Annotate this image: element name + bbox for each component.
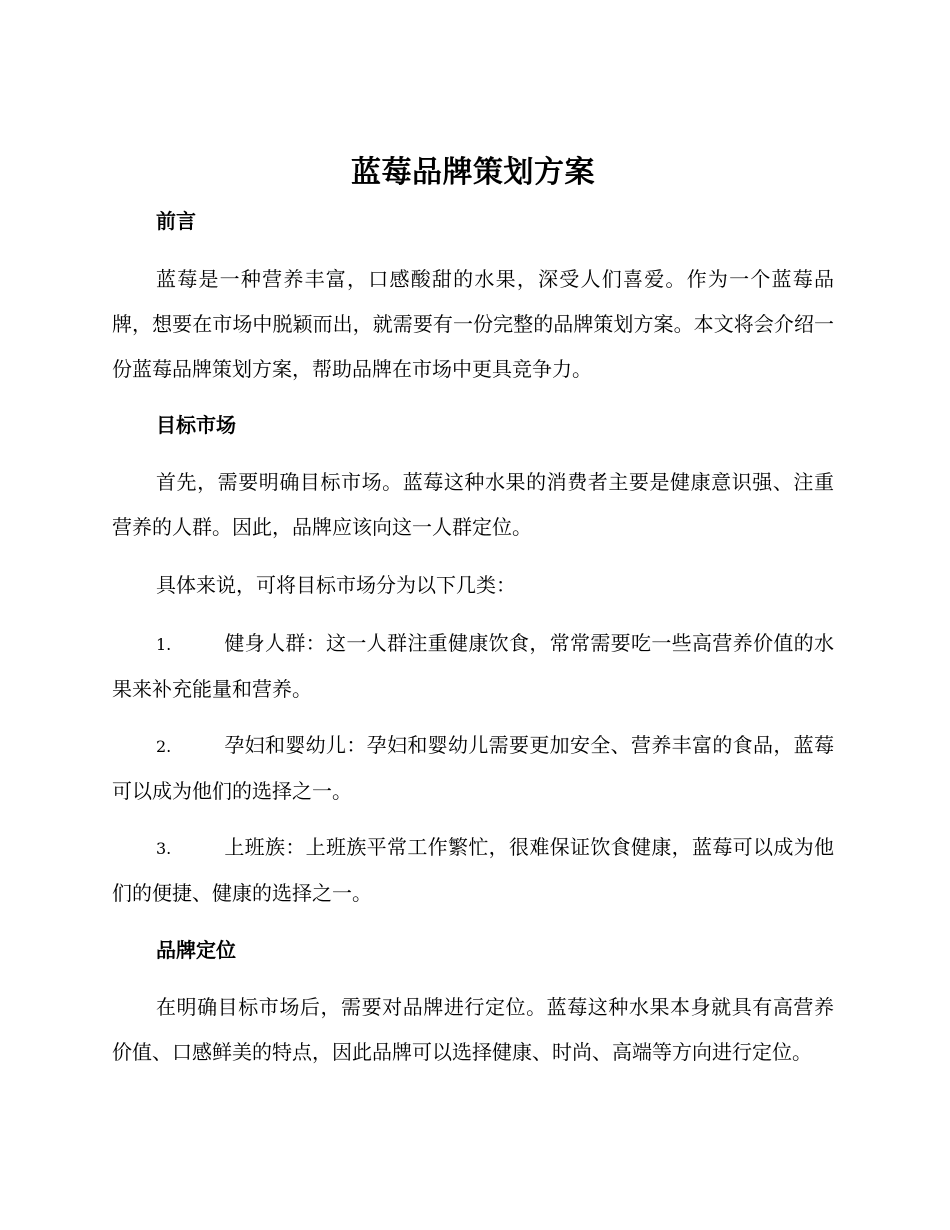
list-item-text: 上班族：上班族平常工作繁忙，很难保证饮食健康，蓝莓可以成为他们的便捷、健康的选择之一。	[112, 835, 834, 905]
section-heading-target-market: 目标市场	[156, 413, 236, 437]
list-item-number: 1.	[156, 635, 172, 654]
list-item	[112, 723, 834, 814]
list-item-text: 健身人群：这一人群注重健康饮食，常常需要吃一些高营养价值的水果来补充能量和营养。	[112, 631, 834, 701]
section-heading-preface: 前言	[156, 209, 196, 233]
document-title: 蓝莓品牌策划方案	[351, 155, 595, 190]
list-item-text: 孕妇和婴幼儿：孕妇和婴幼儿需要更加安全、营养丰富的食品，蓝莓可以成为他们的选择之一。	[112, 733, 834, 803]
list-item-number: 3.	[156, 839, 172, 858]
list-item	[112, 825, 834, 916]
preface-paragraph: 蓝莓是一种营养丰富，口感酸甜的水果，深受人们喜爱。作为一个蓝莓品牌，想要在市场中脱颖而出，就需要有一份完整的品牌策划方案。本文将会介绍一份蓝莓品牌策划方案，帮助品牌在市场中更具竞争力。	[112, 267, 834, 381]
target-market-paragraph-2: 具体来说，可将目标市场分为以下几类：	[156, 573, 516, 597]
list-item	[112, 621, 834, 712]
list-item-number: 2.	[156, 737, 172, 756]
target-market-paragraph-1: 首先，需要明确目标市场。蓝莓这种水果的消费者主要是健康意识强、注重营养的人群。因此，品牌应该向这一人群定位。	[112, 470, 834, 539]
section-heading-brand-positioning: 品牌定位	[156, 938, 236, 962]
brand-positioning-paragraph: 在明确目标市场后，需要对品牌进行定位。蓝莓这种水果本身就具有高营养价值、口感鲜美的特点，因此品牌可以选择健康、时尚、高端等方向进行定位。	[112, 995, 834, 1064]
